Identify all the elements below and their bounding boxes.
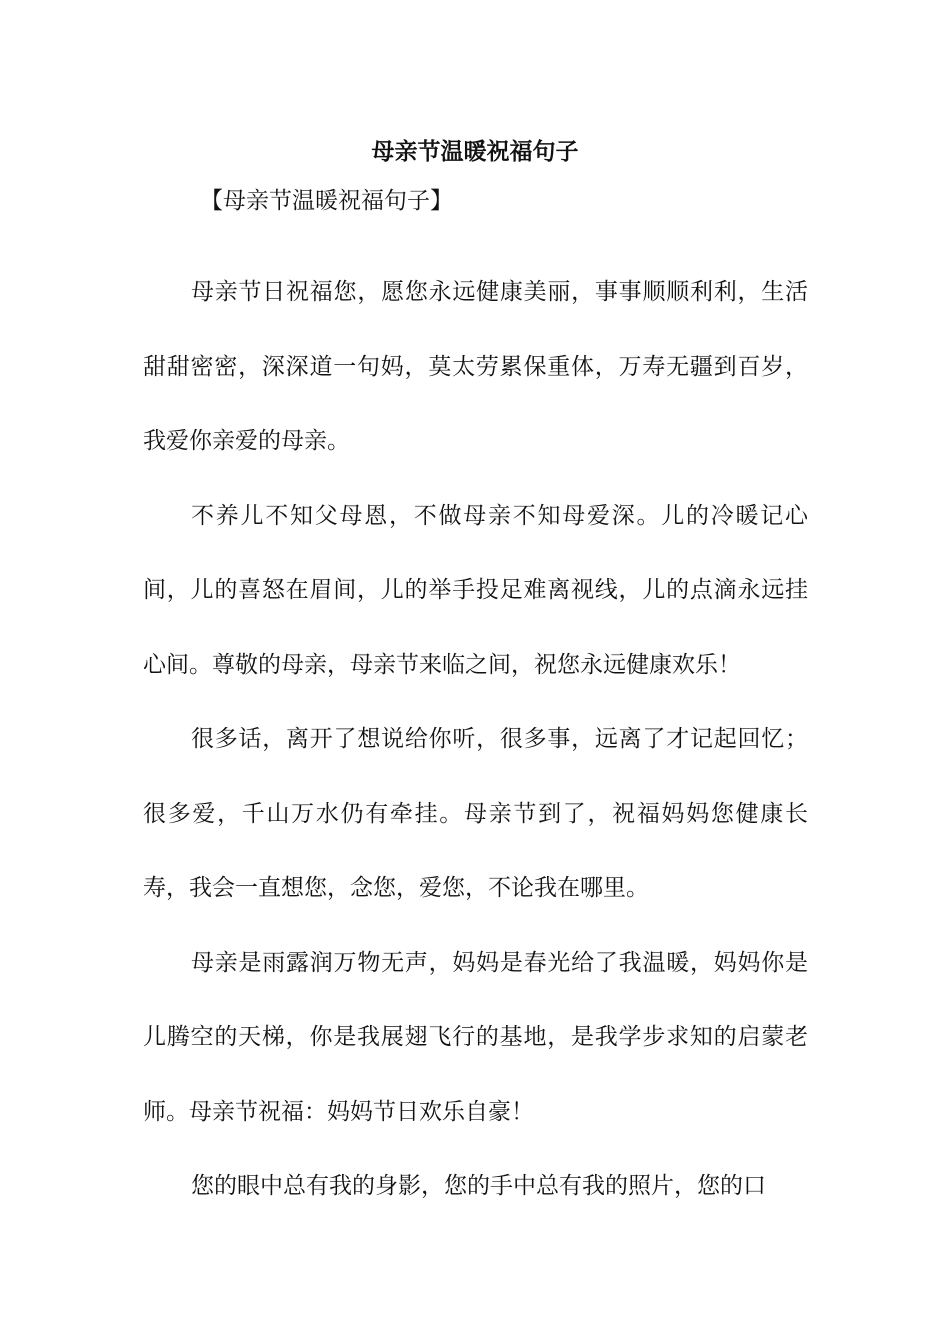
document-title: 母亲节温暖祝福句子 [371, 138, 579, 165]
paragraph: 母亲是雨露润万物无声，妈妈是春光给了我温暖，妈妈你是儿腾空的天梯，你是我展翅飞行的基地，是我学步求知的启蒙老师。母亲节祝福：妈妈节日欢乐自豪！ [143, 949, 808, 1125]
paragraph: 您的眼中总有我的身影，您的手中总有我的照片，您的口 [191, 1173, 766, 1199]
paragraph: 不养儿不知父母恩，不做母亲不知母爱深。儿的冷暖记心间，儿的喜怒在眉间，儿的举手投足难离视线，儿的点滴永远挂心间。尊敬的母亲，母亲节来临之间，祝您永远健康欢乐！ [143, 502, 808, 678]
document-subtitle: 【母亲节温暖祝福句子】 [200, 188, 453, 214]
document-body [143, 255, 808, 1224]
paragraph: 母亲节日祝福您，愿您永远健康美丽，事事顺顺利利，生活甜甜密密，深深道一句妈，莫太劳累保重体，万寿无疆到百岁，我爱你亲爱的母亲。 [143, 279, 808, 454]
paragraph: 很多话，离开了想说给你听，很多事，远离了才记起回忆；很多爱，千山万水仍有牵挂。母亲节到了，祝福妈妈您健康长寿，我会一直想您，念您，爱您，不论我在哪里。 [143, 726, 808, 901]
